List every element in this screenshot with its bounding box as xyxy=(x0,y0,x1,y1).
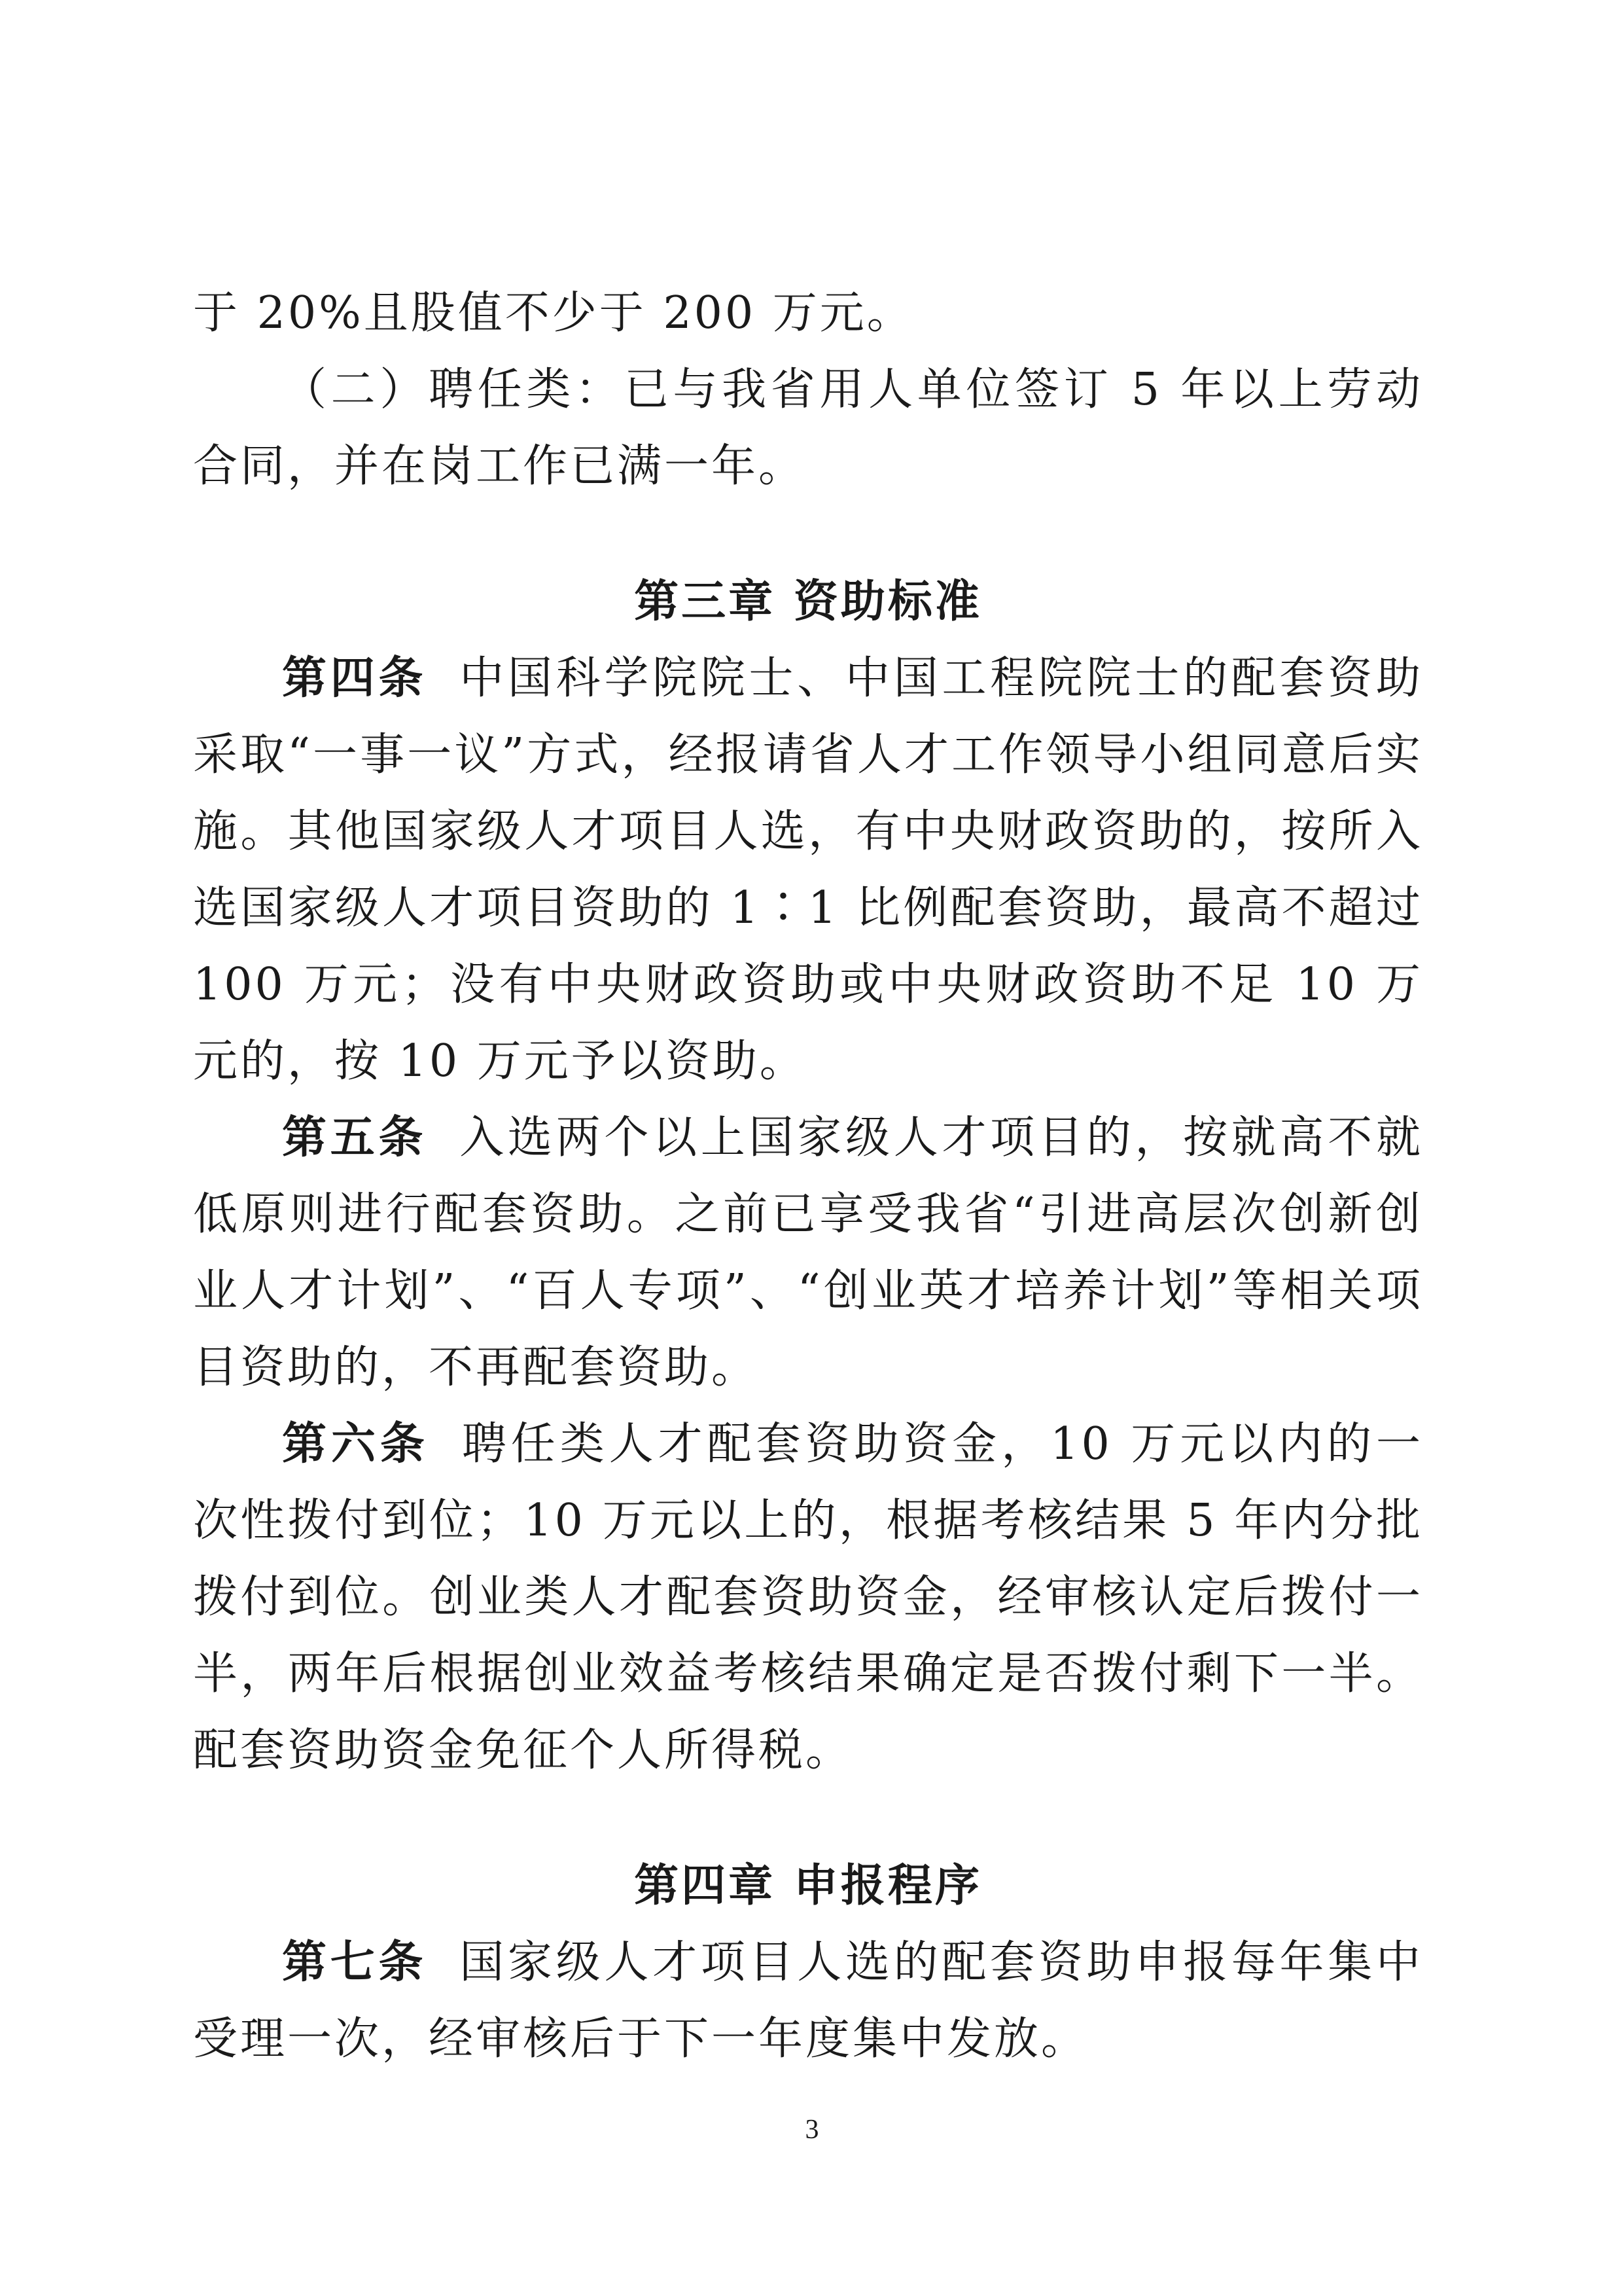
article-6-text: 聘任类人才配套资助资金，10 万元以内的一次性拨付到位；10 万元以上的，根据考核结果 5 年内分批拨付到位。创业类人才配套资助资金，经审核认定后拨付一半，两年后根据创业效益考核结果确定是否拨付剩下一半。配套资助资金免征个人所得税。 xyxy=(193,1418,1423,1776)
article-4-label: 第四条 xyxy=(282,653,427,704)
document-body xyxy=(193,275,1423,2077)
article-7-text: 国家级人才项目人选的配套资助申报每年集中受理一次，经审核后于下一年度集中发放。 xyxy=(193,1937,1423,2065)
article-5-text: 入选两个以上国家级人才项目的，按就高不就低原则进行配套资助。之前已享受我省“引进高层次创新创业人才计划”、“百人专项”、“创业英才培养计划”等相关项目资助的，不再配套资助。 xyxy=(193,1112,1423,1393)
paragraph-continuation: 于 20%且股值不少于 200 万元。 xyxy=(193,287,914,339)
article-7 xyxy=(193,1924,1423,2077)
chapter-4-heading: 第四章 申报程序 xyxy=(634,1860,982,1912)
article-6-label: 第六条 xyxy=(282,1418,429,1470)
article-7-label: 第七条 xyxy=(282,1937,427,1988)
chapter-3-heading: 第三章 资助标准 xyxy=(634,576,982,628)
article-5 xyxy=(193,1100,1423,1406)
article-4 xyxy=(193,640,1423,1100)
paragraph-employment-type: （二）聘任类：已与我省用人单位签订 5 年以上劳动合同，并在岗工作已满一年。 xyxy=(193,364,1423,492)
article-4-text: 中国科学院院士、中国工程院院士的配套资助采取“一事一议”方式，经报请省人才工作领导小组同意后实施。其他国家级人才项目人选，有中央财政资助的，按所入选国家级人才项目资助的 1∶1 比例配套资助，最高不超过 100 万元；没有中央财政资助或中央财政资助不足 10 万元的，按 10 万元予以资助。 xyxy=(193,653,1423,1087)
article-6 xyxy=(193,1406,1423,1789)
page-number: 3 xyxy=(805,2115,819,2145)
article-5-label: 第五条 xyxy=(282,1112,427,1164)
